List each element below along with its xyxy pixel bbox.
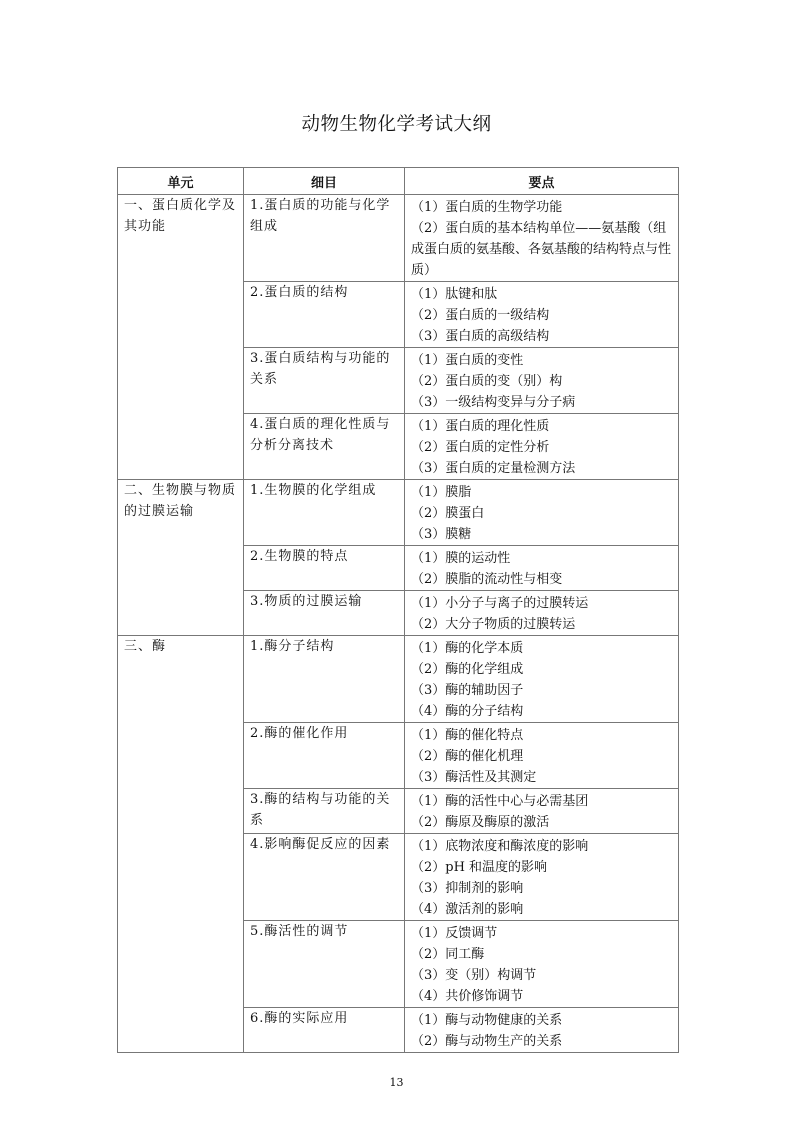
item-cell: 2.酶的催化作用	[244, 723, 405, 789]
points-cell	[405, 591, 679, 636]
points-cell	[405, 282, 679, 348]
item-cell: 2.蛋白质的结构	[244, 282, 405, 348]
point-item: （1）酶的化学本质	[411, 641, 524, 656]
item-cell: 4.蛋白质的理化性质与分析分离技术	[244, 414, 405, 480]
point-item: （1）小分子与离子的过膜转运	[411, 596, 589, 611]
points-cell	[405, 789, 679, 834]
point-item: （1）酶与动物健康的关系	[411, 1013, 563, 1028]
points-cell	[405, 348, 679, 414]
item-cell: 1.蛋白质的功能与化学组成	[244, 195, 405, 282]
item-cell: 3.蛋白质结构与功能的关系	[244, 348, 405, 414]
header-points: 要点	[405, 168, 679, 195]
item-cell: 3.酶的结构与功能的关系	[244, 789, 405, 834]
point-item: （4）激活剂的影响	[411, 902, 524, 917]
point-item: （2）膜脂的流动性与相变	[411, 572, 563, 587]
syllabus-table	[117, 167, 679, 1053]
point-item: （1）膜的运动性	[411, 551, 511, 566]
points-cell	[405, 1008, 679, 1053]
point-item: （2）pH 和温度的影响	[411, 860, 548, 875]
unit-cell: 三、酶	[118, 636, 244, 1053]
point-item: （4）酶的分子结构	[411, 704, 524, 719]
point-item: （1）蛋白质的变性	[411, 353, 524, 368]
header-unit: 单元	[118, 168, 244, 195]
point-item: （1）膜脂	[411, 485, 472, 500]
points-cell	[405, 480, 679, 546]
page-number: 13	[389, 1076, 404, 1089]
table-row	[118, 636, 679, 723]
point-item: （3）膜糖	[411, 527, 472, 542]
points-cell	[405, 723, 679, 789]
item-cell: 4.影响酶促反应的因素	[244, 834, 405, 921]
point-item: （2）同工酶	[411, 947, 485, 962]
point-item: （3）变（别）构调节	[411, 968, 537, 983]
point-item: （2）酶原及酶原的激活	[411, 815, 550, 830]
table-row	[118, 480, 679, 546]
table-row	[118, 195, 679, 282]
point-item: （1）蛋白质的生物学功能	[411, 200, 563, 215]
point-item: （3）蛋白质的高级结构	[411, 329, 550, 344]
item-cell: 6.酶的实际应用	[244, 1008, 405, 1053]
point-item: （1）蛋白质的理化性质	[411, 419, 550, 434]
point-item: （1）肽键和肽	[411, 287, 498, 302]
point-item: （2）酶与动物生产的关系	[411, 1034, 563, 1049]
points-cell	[405, 834, 679, 921]
item-cell: 5.酶活性的调节	[244, 921, 405, 1008]
point-item: （2）蛋白质的定性分析	[411, 440, 550, 455]
points-cell	[405, 195, 679, 282]
point-item: （4）共价修饰调节	[411, 989, 524, 1004]
point-item: （2）蛋白质的基本结构单位——氨基酸（组成蛋白质的氨基酸、各氨基酸的结构特点与性质）	[411, 221, 672, 278]
point-item: （1）酶的催化特点	[411, 728, 524, 743]
item-cell: 1.酶分子结构	[244, 636, 405, 723]
point-item: （1）酶的活性中心与必需基团	[411, 794, 589, 809]
table-header-row	[118, 168, 679, 195]
point-item: （1）底物浓度和酶浓度的影响	[411, 839, 589, 854]
point-item: （1）反馈调节	[411, 926, 498, 941]
item-cell: 2.生物膜的特点	[244, 546, 405, 591]
points-cell	[405, 921, 679, 1008]
item-cell: 3.物质的过膜运输	[244, 591, 405, 636]
header-item: 细目	[244, 168, 405, 195]
point-item: （2）酶的化学组成	[411, 662, 524, 677]
point-item: （3）一级结构变异与分子病	[411, 395, 576, 410]
point-item: （3）酶活性及其测定	[411, 770, 537, 785]
document-title: 动物生物化学考试大纲	[301, 114, 492, 135]
points-cell	[405, 636, 679, 723]
unit-cell: 一、蛋白质化学及其功能	[118, 195, 244, 480]
point-item: （3）蛋白质的定量检测方法	[411, 461, 576, 476]
points-cell	[405, 546, 679, 591]
point-item: （3）抑制剂的影响	[411, 881, 524, 896]
point-item: （2）大分子物质的过膜转运	[411, 617, 576, 632]
point-item: （2）酶的催化机理	[411, 749, 524, 764]
unit-cell: 二、生物膜与物质的过膜运输	[118, 480, 244, 636]
point-item: （3）酶的辅助因子	[411, 683, 524, 698]
point-item: （2）蛋白质的变（别）构	[411, 374, 563, 389]
point-item: （2）蛋白质的一级结构	[411, 308, 550, 323]
points-cell	[405, 414, 679, 480]
point-item: （2）膜蛋白	[411, 506, 485, 521]
item-cell: 1.生物膜的化学组成	[244, 480, 405, 546]
